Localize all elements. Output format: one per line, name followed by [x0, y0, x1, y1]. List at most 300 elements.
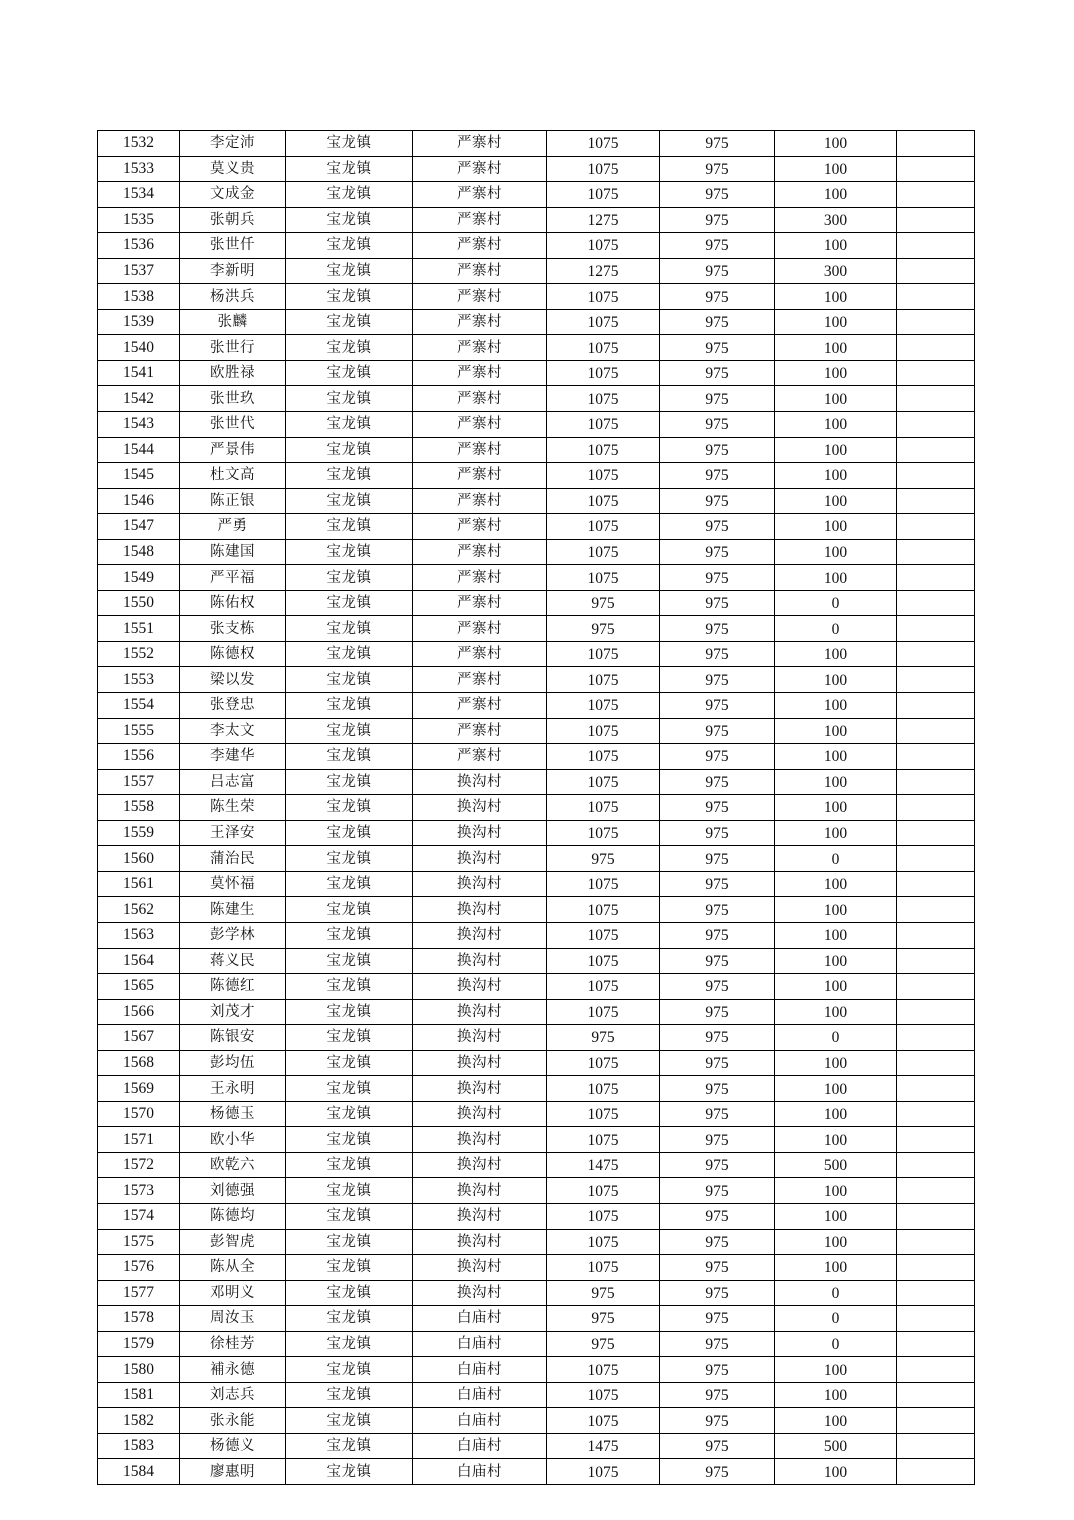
- row-number: 1534: [98, 182, 180, 208]
- town-name: 宝龙镇: [286, 1306, 413, 1332]
- remark-cell: [897, 131, 975, 157]
- village-name: 换沟村: [413, 1025, 547, 1051]
- person-name: 张世玖: [180, 386, 286, 412]
- table-row: [98, 514, 975, 540]
- amount-base: 975: [660, 1101, 775, 1127]
- remark-cell: [897, 1025, 975, 1051]
- amount-difference: 100: [775, 131, 897, 157]
- table-row: [98, 1255, 975, 1281]
- row-number: 1580: [98, 1357, 180, 1383]
- row-number: 1562: [98, 897, 180, 923]
- amount-difference: 100: [775, 1459, 897, 1485]
- remark-cell: [897, 284, 975, 310]
- amount-difference: 500: [775, 1152, 897, 1178]
- person-name: 彭均伍: [180, 1050, 286, 1076]
- amount-total: 1075: [547, 1101, 660, 1127]
- person-name: 蒋义民: [180, 948, 286, 974]
- person-name: 陈建国: [180, 539, 286, 565]
- remark-cell: [897, 565, 975, 591]
- remark-cell: [897, 1203, 975, 1229]
- village-name: 严寨村: [413, 641, 547, 667]
- remark-cell: [897, 718, 975, 744]
- row-number: 1543: [98, 412, 180, 438]
- table-row: [98, 897, 975, 923]
- amount-difference: 100: [775, 1178, 897, 1204]
- town-name: 宝龙镇: [286, 795, 413, 821]
- remark-cell: [897, 309, 975, 335]
- amount-base: 975: [660, 795, 775, 821]
- person-name: 彭智虎: [180, 1229, 286, 1255]
- row-number: 1553: [98, 667, 180, 693]
- person-name: 张世行: [180, 335, 286, 361]
- table-row: [98, 1152, 975, 1178]
- amount-difference: 100: [775, 514, 897, 540]
- table-row: [98, 667, 975, 693]
- table-row: [98, 693, 975, 719]
- table-row: [98, 744, 975, 770]
- amount-base: 975: [660, 1025, 775, 1051]
- table-row: [98, 386, 975, 412]
- remark-cell: [897, 539, 975, 565]
- remark-cell: [897, 795, 975, 821]
- amount-difference: 100: [775, 769, 897, 795]
- town-name: 宝龙镇: [286, 1408, 413, 1434]
- row-number: 1535: [98, 207, 180, 233]
- table-row: [98, 948, 975, 974]
- table-row: [98, 871, 975, 897]
- row-number: 1559: [98, 820, 180, 846]
- row-number: 1569: [98, 1076, 180, 1102]
- village-name: 换沟村: [413, 846, 547, 872]
- town-name: 宝龙镇: [286, 948, 413, 974]
- person-name: 杜文高: [180, 463, 286, 489]
- town-name: 宝龙镇: [286, 769, 413, 795]
- town-name: 宝龙镇: [286, 514, 413, 540]
- amount-difference: 0: [775, 846, 897, 872]
- remark-cell: [897, 386, 975, 412]
- row-number: 1532: [98, 131, 180, 157]
- amount-base: 975: [660, 360, 775, 386]
- amount-total: 1075: [547, 412, 660, 438]
- person-name: 严景伟: [180, 437, 286, 463]
- village-name: 白庙村: [413, 1459, 547, 1485]
- table-row: [98, 437, 975, 463]
- town-name: 宝龙镇: [286, 1255, 413, 1281]
- table-row: [98, 999, 975, 1025]
- person-name: 严平福: [180, 565, 286, 591]
- village-name: 换沟村: [413, 820, 547, 846]
- remark-cell: [897, 258, 975, 284]
- remark-cell: [897, 1050, 975, 1076]
- table-row: [98, 1408, 975, 1434]
- amount-difference: 0: [775, 1331, 897, 1357]
- amount-total: 1075: [547, 974, 660, 1000]
- amount-difference: 300: [775, 258, 897, 284]
- remark-cell: [897, 871, 975, 897]
- table-row: [98, 156, 975, 182]
- town-name: 宝龙镇: [286, 693, 413, 719]
- amount-base: 975: [660, 820, 775, 846]
- table-row: [98, 1280, 975, 1306]
- amount-difference: 100: [775, 820, 897, 846]
- amount-total: 1075: [547, 667, 660, 693]
- row-number: 1551: [98, 616, 180, 642]
- village-name: 白庙村: [413, 1433, 547, 1459]
- town-name: 宝龙镇: [286, 360, 413, 386]
- person-name: 陈生荣: [180, 795, 286, 821]
- amount-total: 1475: [547, 1152, 660, 1178]
- village-name: 白庙村: [413, 1306, 547, 1332]
- person-name: 莫义贵: [180, 156, 286, 182]
- remark-cell: [897, 948, 975, 974]
- person-name: 李建华: [180, 744, 286, 770]
- person-name: 陈正银: [180, 488, 286, 514]
- row-number: 1533: [98, 156, 180, 182]
- amount-base: 975: [660, 386, 775, 412]
- table-row: [98, 1229, 975, 1255]
- row-number: 1536: [98, 233, 180, 259]
- remark-cell: [897, 693, 975, 719]
- town-name: 宝龙镇: [286, 846, 413, 872]
- amount-base: 975: [660, 1357, 775, 1383]
- amount-total: 1075: [547, 335, 660, 361]
- village-name: 严寨村: [413, 744, 547, 770]
- row-number: 1567: [98, 1025, 180, 1051]
- town-name: 宝龙镇: [286, 207, 413, 233]
- village-name: 换沟村: [413, 1255, 547, 1281]
- town-name: 宝龙镇: [286, 463, 413, 489]
- town-name: 宝龙镇: [286, 488, 413, 514]
- village-name: 换沟村: [413, 897, 547, 923]
- person-name: 欧乾六: [180, 1152, 286, 1178]
- village-name: 严寨村: [413, 182, 547, 208]
- remark-cell: [897, 412, 975, 438]
- amount-base: 975: [660, 1280, 775, 1306]
- village-name: 严寨村: [413, 693, 547, 719]
- amount-base: 975: [660, 641, 775, 667]
- amount-total: 1075: [547, 1178, 660, 1204]
- village-name: 换沟村: [413, 999, 547, 1025]
- person-name: 吕志富: [180, 769, 286, 795]
- person-name: 陈德权: [180, 641, 286, 667]
- remark-cell: [897, 156, 975, 182]
- person-name: 文成金: [180, 182, 286, 208]
- amount-difference: 100: [775, 1050, 897, 1076]
- village-name: 换沟村: [413, 1050, 547, 1076]
- remark-cell: [897, 335, 975, 361]
- town-name: 宝龙镇: [286, 156, 413, 182]
- village-name: 严寨村: [413, 233, 547, 259]
- amount-base: 975: [660, 514, 775, 540]
- village-name: 白庙村: [413, 1382, 547, 1408]
- remark-cell: [897, 641, 975, 667]
- row-number: 1577: [98, 1280, 180, 1306]
- amount-total: 1275: [547, 258, 660, 284]
- person-name: 陈银安: [180, 1025, 286, 1051]
- row-number: 1560: [98, 846, 180, 872]
- town-name: 宝龙镇: [286, 309, 413, 335]
- amount-total: 1075: [547, 1408, 660, 1434]
- amount-total: 1075: [547, 233, 660, 259]
- amount-difference: 100: [775, 360, 897, 386]
- amount-total: 1075: [547, 1382, 660, 1408]
- amount-total: 1075: [547, 1459, 660, 1485]
- amount-difference: 500: [775, 1433, 897, 1459]
- amount-difference: 100: [775, 156, 897, 182]
- person-name: 张世代: [180, 412, 286, 438]
- amount-base: 975: [660, 309, 775, 335]
- remark-cell: [897, 744, 975, 770]
- town-name: 宝龙镇: [286, 1229, 413, 1255]
- amount-base: 975: [660, 974, 775, 1000]
- amount-total: 1075: [547, 871, 660, 897]
- amount-difference: 100: [775, 1357, 897, 1383]
- amount-total: 1075: [547, 897, 660, 923]
- person-name: 徐桂芳: [180, 1331, 286, 1357]
- person-name: 梁以发: [180, 667, 286, 693]
- row-number: 1539: [98, 309, 180, 335]
- amount-total: 1075: [547, 360, 660, 386]
- remark-cell: [897, 667, 975, 693]
- row-number: 1547: [98, 514, 180, 540]
- data-table: [97, 130, 975, 1485]
- village-name: 严寨村: [413, 131, 547, 157]
- amount-total: 975: [547, 1025, 660, 1051]
- amount-difference: 100: [775, 1255, 897, 1281]
- amount-base: 975: [660, 182, 775, 208]
- amount-difference: 100: [775, 693, 897, 719]
- amount-difference: 100: [775, 641, 897, 667]
- town-name: 宝龙镇: [286, 871, 413, 897]
- amount-total: 1075: [547, 131, 660, 157]
- table-row: [98, 1306, 975, 1332]
- row-number: 1563: [98, 922, 180, 948]
- town-name: 宝龙镇: [286, 565, 413, 591]
- town-name: 宝龙镇: [286, 1152, 413, 1178]
- remark-cell: [897, 1382, 975, 1408]
- village-name: 换沟村: [413, 1101, 547, 1127]
- amount-total: 1075: [547, 514, 660, 540]
- town-name: 宝龙镇: [286, 1178, 413, 1204]
- table-row: [98, 846, 975, 872]
- amount-difference: 100: [775, 309, 897, 335]
- town-name: 宝龙镇: [286, 412, 413, 438]
- table-row: [98, 207, 975, 233]
- table-row: [98, 1127, 975, 1153]
- town-name: 宝龙镇: [286, 131, 413, 157]
- amount-difference: 100: [775, 974, 897, 1000]
- amount-base: 975: [660, 1050, 775, 1076]
- amount-difference: 100: [775, 182, 897, 208]
- amount-base: 975: [660, 1229, 775, 1255]
- village-name: 换沟村: [413, 1229, 547, 1255]
- amount-base: 975: [660, 1152, 775, 1178]
- remark-cell: [897, 1433, 975, 1459]
- person-name: 杨德玉: [180, 1101, 286, 1127]
- row-number: 1540: [98, 335, 180, 361]
- amount-base: 975: [660, 590, 775, 616]
- person-name: 王永明: [180, 1076, 286, 1102]
- amount-total: 1075: [547, 386, 660, 412]
- row-number: 1550: [98, 590, 180, 616]
- village-name: 换沟村: [413, 1203, 547, 1229]
- row-number: 1574: [98, 1203, 180, 1229]
- town-name: 宝龙镇: [286, 335, 413, 361]
- town-name: 宝龙镇: [286, 616, 413, 642]
- amount-base: 975: [660, 871, 775, 897]
- village-name: 严寨村: [413, 309, 547, 335]
- amount-total: 975: [547, 1280, 660, 1306]
- table-body: [98, 131, 975, 1485]
- amount-base: 975: [660, 412, 775, 438]
- village-name: 换沟村: [413, 1076, 547, 1102]
- town-name: 宝龙镇: [286, 437, 413, 463]
- town-name: 宝龙镇: [286, 1433, 413, 1459]
- town-name: 宝龙镇: [286, 182, 413, 208]
- row-number: 1565: [98, 974, 180, 1000]
- amount-base: 975: [660, 769, 775, 795]
- row-number: 1581: [98, 1382, 180, 1408]
- table-row: [98, 769, 975, 795]
- remark-cell: [897, 1178, 975, 1204]
- amount-base: 975: [660, 922, 775, 948]
- table-row: [98, 1178, 975, 1204]
- village-name: 严寨村: [413, 718, 547, 744]
- amount-difference: 100: [775, 284, 897, 310]
- amount-total: 975: [547, 590, 660, 616]
- town-name: 宝龙镇: [286, 258, 413, 284]
- person-name: 张支栋: [180, 616, 286, 642]
- remark-cell: [897, 1152, 975, 1178]
- amount-total: 1075: [547, 744, 660, 770]
- village-name: 严寨村: [413, 437, 547, 463]
- town-name: 宝龙镇: [286, 1382, 413, 1408]
- person-name: 邓明义: [180, 1280, 286, 1306]
- amount-total: 975: [547, 616, 660, 642]
- row-number: 1584: [98, 1459, 180, 1485]
- remark-cell: [897, 1331, 975, 1357]
- amount-total: 1075: [547, 1127, 660, 1153]
- row-number: 1556: [98, 744, 180, 770]
- amount-difference: 100: [775, 1229, 897, 1255]
- village-name: 严寨村: [413, 667, 547, 693]
- amount-difference: 100: [775, 386, 897, 412]
- row-number: 1558: [98, 795, 180, 821]
- village-name: 严寨村: [413, 616, 547, 642]
- amount-base: 975: [660, 1331, 775, 1357]
- amount-base: 975: [660, 437, 775, 463]
- remark-cell: [897, 1306, 975, 1332]
- row-number: 1575: [98, 1229, 180, 1255]
- person-name: 廖惠明: [180, 1459, 286, 1485]
- amount-total: 1075: [547, 284, 660, 310]
- village-name: 换沟村: [413, 871, 547, 897]
- table-row: [98, 233, 975, 259]
- amount-difference: 100: [775, 744, 897, 770]
- amount-base: 975: [660, 156, 775, 182]
- remark-cell: [897, 999, 975, 1025]
- town-name: 宝龙镇: [286, 974, 413, 1000]
- table-row: [98, 360, 975, 386]
- table-row: [98, 718, 975, 744]
- village-name: 严寨村: [413, 284, 547, 310]
- amount-total: 1075: [547, 463, 660, 489]
- amount-base: 975: [660, 616, 775, 642]
- amount-total: 1075: [547, 182, 660, 208]
- town-name: 宝龙镇: [286, 1076, 413, 1102]
- row-number: 1538: [98, 284, 180, 310]
- remark-cell: [897, 1357, 975, 1383]
- amount-difference: 100: [775, 1408, 897, 1434]
- row-number: 1544: [98, 437, 180, 463]
- person-name: 李定沛: [180, 131, 286, 157]
- amount-base: 975: [660, 1459, 775, 1485]
- table-row: [98, 182, 975, 208]
- table-row: [98, 284, 975, 310]
- remark-cell: [897, 514, 975, 540]
- remark-cell: [897, 846, 975, 872]
- amount-difference: 100: [775, 795, 897, 821]
- amount-base: 975: [660, 1076, 775, 1102]
- row-number: 1572: [98, 1152, 180, 1178]
- town-name: 宝龙镇: [286, 386, 413, 412]
- row-number: 1554: [98, 693, 180, 719]
- amount-base: 975: [660, 463, 775, 489]
- table-row: [98, 1357, 975, 1383]
- remark-cell: [897, 1408, 975, 1434]
- person-name: 欧小华: [180, 1127, 286, 1153]
- table-row: [98, 335, 975, 361]
- amount-total: 1075: [547, 1255, 660, 1281]
- person-name: 李太文: [180, 718, 286, 744]
- table-row: [98, 488, 975, 514]
- table-row: [98, 922, 975, 948]
- row-number: 1546: [98, 488, 180, 514]
- person-name: 王泽安: [180, 820, 286, 846]
- person-name: 陈德均: [180, 1203, 286, 1229]
- town-name: 宝龙镇: [286, 233, 413, 259]
- amount-base: 975: [660, 1255, 775, 1281]
- amount-total: 1075: [547, 1357, 660, 1383]
- person-name: 刘志兵: [180, 1382, 286, 1408]
- amount-base: 975: [660, 897, 775, 923]
- amount-total: 1075: [547, 1050, 660, 1076]
- table-row: [98, 1050, 975, 1076]
- village-name: 换沟村: [413, 922, 547, 948]
- row-number: 1561: [98, 871, 180, 897]
- amount-total: 975: [547, 1331, 660, 1357]
- amount-difference: 0: [775, 590, 897, 616]
- person-name: 周汝玉: [180, 1306, 286, 1332]
- village-name: 换沟村: [413, 1152, 547, 1178]
- town-name: 宝龙镇: [286, 1101, 413, 1127]
- village-name: 严寨村: [413, 539, 547, 565]
- amount-total: 1075: [547, 693, 660, 719]
- village-name: 严寨村: [413, 514, 547, 540]
- amount-base: 975: [660, 1382, 775, 1408]
- village-name: 严寨村: [413, 156, 547, 182]
- amount-base: 975: [660, 948, 775, 974]
- village-name: 严寨村: [413, 565, 547, 591]
- amount-total: 1075: [547, 820, 660, 846]
- village-name: 白庙村: [413, 1331, 547, 1357]
- amount-total: 1075: [547, 641, 660, 667]
- remark-cell: [897, 1076, 975, 1102]
- table-row: [98, 616, 975, 642]
- village-name: 严寨村: [413, 590, 547, 616]
- amount-total: 1075: [547, 718, 660, 744]
- amount-base: 975: [660, 1433, 775, 1459]
